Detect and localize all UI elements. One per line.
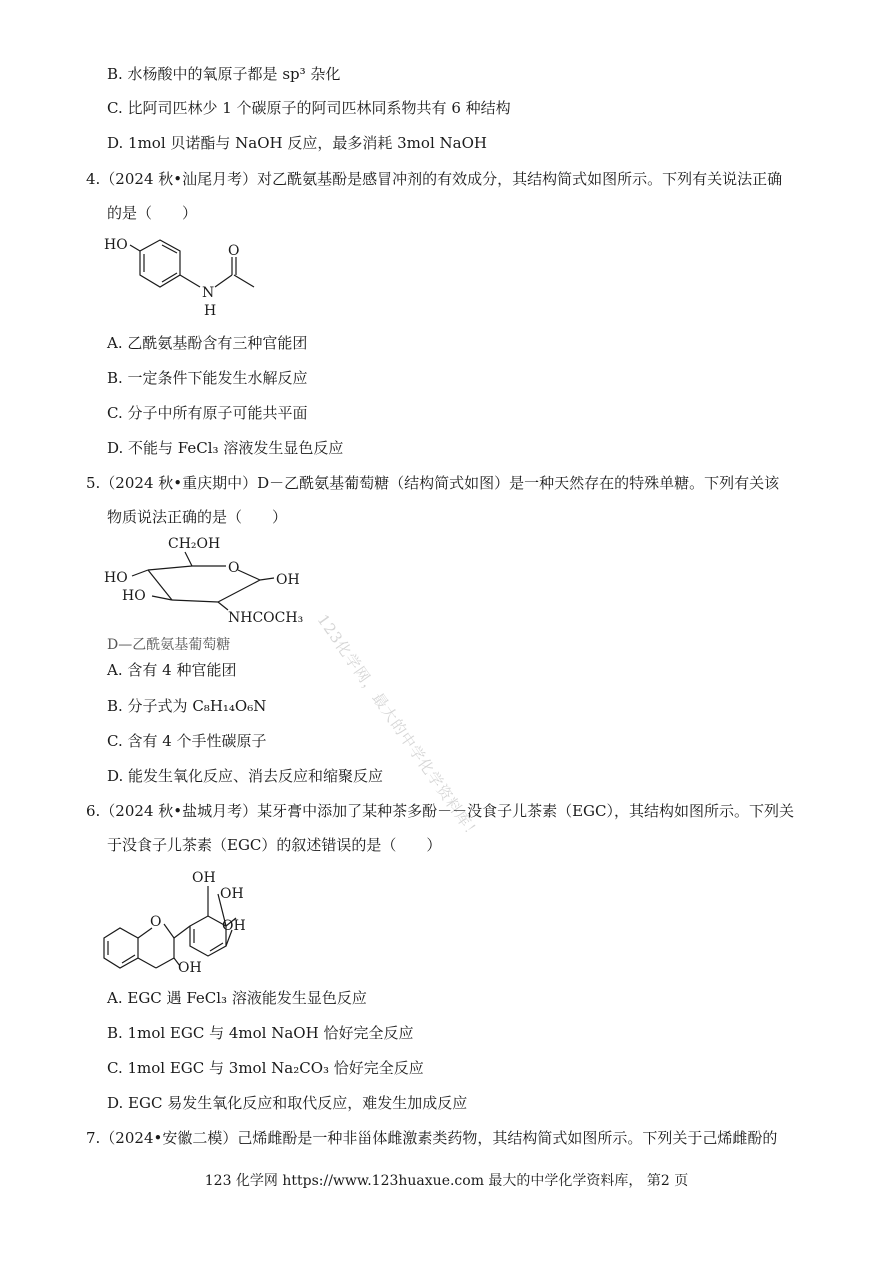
q3-option-d: D. 1mol 贝诺酯与 NaOH 反应，最多消耗 3mol NaOH — [107, 134, 487, 152]
q6-option-b: B. 1mol EGC 与 4mol NaOH 恰好完全反应 — [107, 1024, 414, 1042]
struct-label-oh: OH — [276, 572, 300, 588]
q3-option-b: B. 水杨酸中的氧原子都是 sp³ 杂化 — [107, 65, 341, 83]
q4-stem: 4.（2024 秋•汕尾月考）对乙酰氨基酚是感冒冲剂的有效成分，其结构简式如图所示。下列有关说法正确 — [86, 170, 783, 188]
struct-label-n: N — [202, 285, 215, 301]
q3-option-c: C. 比阿司匹林少 1 个碳原子的阿司匹林同系物共有 6 种结构 — [107, 99, 511, 117]
egc-structure — [100, 866, 270, 981]
q6-stem-cont: 于没食子儿茶素（EGC）的叙述错误的是（ ） — [107, 836, 442, 854]
struct-label-ho: HO — [104, 237, 128, 253]
q5-option-c: C. 含有 4 个手性碳原子 — [107, 732, 267, 750]
glcnac-structure — [100, 528, 320, 633]
struct-label-o: O — [150, 914, 162, 930]
q6-stem: 6.（2024 秋•盐城月考）某牙膏中添加了某种茶多酚－－没食子儿茶素（EGC），其结构如图所示。下列关 — [86, 802, 795, 820]
q5-stem-cont: 物质说法正确的是（ ） — [107, 508, 288, 526]
q5-option-b: B. 分子式为 C₈H₁₄O₆N — [107, 697, 267, 715]
benzene-ring-a — [104, 928, 138, 968]
q6-option-d: D. EGC 易发生氧化反应和取代反应，难发生加成反应 — [107, 1094, 468, 1112]
q7-stem: 7.（2024•安徽二模）己烯雌酚是一种非甾体雌激素类药物，其结构简式如图所示。下列关于己烯雌酚的 — [86, 1129, 778, 1147]
q4-option-c: C. 分子中所有原子可能共平面 — [107, 404, 308, 422]
struct-label-nhcoch3: NHCOCH₃ — [228, 610, 304, 626]
q5-option-a: A. 含有 4 种官能团 — [107, 661, 237, 679]
struct-label-oh-top: OH — [192, 870, 216, 886]
struct-label-oh-right: OH — [222, 918, 246, 934]
struct-label-oh-bottom: OH — [178, 960, 202, 976]
q6-option-a: A. EGC 遇 FeCl₃ 溶液能发生显色反应 — [107, 989, 367, 1007]
struct-label-ho-bottom: HO — [122, 588, 146, 604]
q5-stem: 5.（2024 秋•重庆期中）D－乙酰氨基葡萄糖（结构简式如图）是一种天然存在的特殊单糖。下列有关该 — [86, 474, 780, 492]
q4-option-d: D. 不能与 FeCl₃ 溶液发生显色反应 — [107, 439, 344, 457]
q5-option-d: D. 能发生氧化反应、消去反应和缩聚反应 — [107, 767, 384, 785]
page-footer: 123 化学网 https://www.123huaxue.com 最大的中学化学资料库， 第2 页 — [204, 1173, 689, 1189]
struct-label-ho-left: HO — [104, 570, 128, 586]
struct-label-h: H — [204, 303, 217, 319]
watermark: 123化学网，最大的中学化学资料库！ — [313, 611, 485, 844]
acetaminophen-structure — [100, 225, 270, 320]
struct-label-o: O — [228, 243, 240, 259]
struct-label-ch2oh: CH₂OH — [168, 536, 221, 552]
struct-caption: D—乙酰氨基葡萄糖 — [107, 637, 231, 653]
benzene-ring — [140, 240, 180, 287]
q4-option-b: B. 一定条件下能发生水解反应 — [107, 369, 308, 387]
q4-stem-cont: 的是（ ） — [107, 204, 198, 222]
struct-label-o: O — [228, 560, 240, 576]
q6-option-c: C. 1mol EGC 与 3mol Na₂CO₃ 恰好完全反应 — [107, 1059, 424, 1077]
q4-option-a: A. 乙酰氨基酚含有三种官能团 — [107, 334, 308, 352]
struct-label-oh-mid: OH — [220, 886, 244, 902]
benzene-ring-b — [190, 916, 226, 956]
